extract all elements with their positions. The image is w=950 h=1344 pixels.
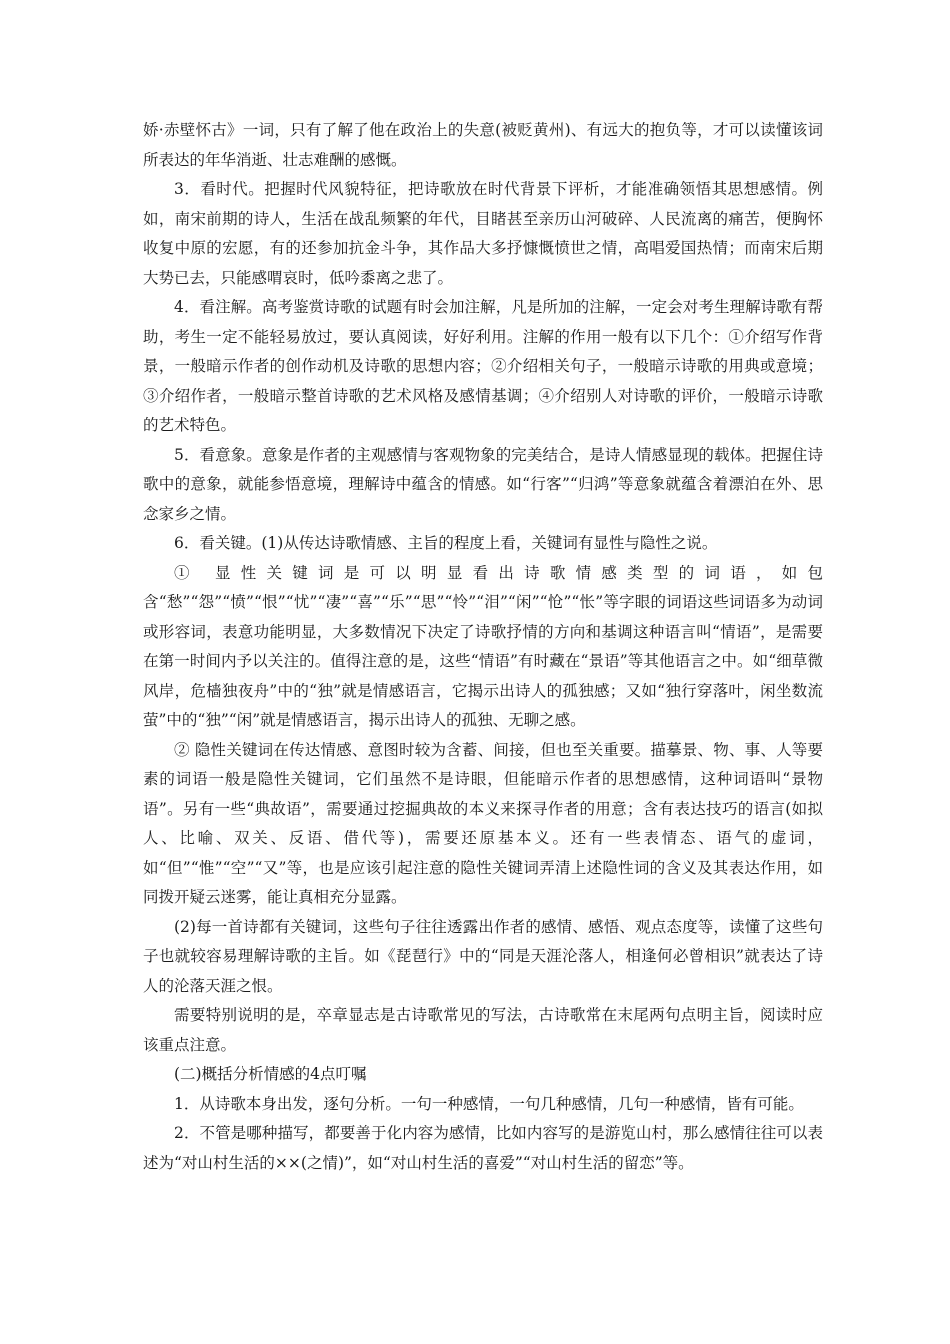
paragraph-key-sentences: (2)每一首诗都有关键词，这些句子往往透露出作者的感情、感悟、观点态度等，读懂了这些句子也就较容易理解诗歌的主旨。如《琵琶行》中的“同是天涯沦落人，相逢何必曾相识”就表达了诗人的沦落天涯之恨。: [143, 917, 823, 995]
paragraph-implicit-keywords: ② 隐性关键词在传达情感、意图时较为含蓄、间接，但也至关重要。描摹景、物、事、人等要素的词语一般是隐性关键词，它们虽然不是诗眼，但能暗示作者的思想感情，这种词语叫“景物语”。另有一些“典故语”，需要通过挖掘典故的本义来探寻作者的用意；含有表达技巧的语言(如拟人、比喻、双关、反语、借代等)，需要还原基本义。还有一些表情态、语气的虚词，如“但”“惟”“空”“又”等，也是应该引起注意的隐性关键词弄清上述隐性词的含义及其表达作用，如同拨开疑云迷雾，能让真相充分显露。: [143, 740, 823, 906]
paragraph-tip-2: 2．不管是哪种描写，都要善于化内容为感情，比如内容写的是游览山村，那么感情往往可以表述为“对山村生活的××(之情)”，如“对山村生活的喜爱”“对山村生活的留恋”等。: [143, 1124, 823, 1172]
section-heading: (二)概括分析情感的4点叮嘱: [174, 1065, 367, 1083]
paragraph-explicit-keywords: ① 显性关键词是可以明显看出诗歌情感类型的词语，如包含“愁”“怨”“愤”“恨”“忧”“凄”“喜”“乐”“思”“怜”“泪”“闲”“怆”“怅”等字眼的词语这些词语多为动词或形容词，表意功能明显，大多数情况下决定了诗歌抒情的方向和基调这种语言叫“情语”，是需要在第一时间内予以关注的。值得注意的是，这些“情语”有时藏在“景语”等其他语言之中。如“细草微风岸，危樯独夜舟”中的“独”就是情感语言，它揭示出诗人的孤独感；又如“独行穿落叶，闲坐数流萤”中的“独”“闲”就是情感语言，揭示出诗人的孤独、无聊之感。: [143, 563, 823, 729]
paragraph-look-at-era: 3．看时代。把握时代风貌特征，把诗歌放在时代背景下评析，才能准确领悟其思想感情。例如，南宋前期的诗人，生活在战乱频繁的年代，目睹甚至亲历山河破碎、人民流离的痛苦，便胸怀收复中原的宏愿，有的还参加抗金斗争，其作品大多抒慷慨愤世之情，高唱爱国热情；而南宋后期大势已去，只能感喟哀时，低吟黍离之悲了。: [143, 180, 823, 287]
paragraph-continuation: 娇·赤壁怀古》一词，只有了解了他在政治上的失意(被贬黄州)、有远大的抱负等，才可以读懂该词所表达的年华消逝、壮志难酬的感慨。: [143, 121, 823, 169]
paragraph-tip-1: 1．从诗歌本身出发，逐句分析。一句一种感情，一句几种感情，几句一种感情，皆有可能。: [174, 1094, 804, 1113]
document-body: [143, 116, 823, 1178]
paragraph-look-at-keys: 6．看关键。(1)从传达诗歌情感、主旨的程度上看，关键词有显性与隐性之说。: [174, 534, 718, 552]
paragraph-special-note: 需要特别说明的是，卒章显志是古诗歌常见的写法，古诗歌常在末尾两句点明主旨，阅读时应该重点注意。: [143, 1006, 823, 1054]
paragraph-look-at-notes: 4．看注解。高考鉴赏诗歌的试题有时会加注解，凡是所加的注解，一定会对考生理解诗歌有帮助，考生一定不能轻易放过，要认真阅读，好好利用。注解的作用一般有以下几个：①介绍写作背景，一般暗示作者的创作动机及诗歌的思想内容；②介绍相关句子，一般暗示诗歌的用典或意境；③介绍作者，一般暗示整首诗歌的艺术风格及感情基调；④介绍别人对诗歌的评价，一般暗示诗歌的艺术特色。: [143, 298, 823, 434]
paragraph-look-at-imagery: 5．看意象。意象是作者的主观感情与客观物象的完美结合，是诗人情感显现的载体。把握住诗歌中的意象，就能参悟意境，理解诗中蕴含的情感。如“行客”“归鸿”等意象就蕴含着漂泊在外、思念家乡之情。: [143, 445, 823, 523]
